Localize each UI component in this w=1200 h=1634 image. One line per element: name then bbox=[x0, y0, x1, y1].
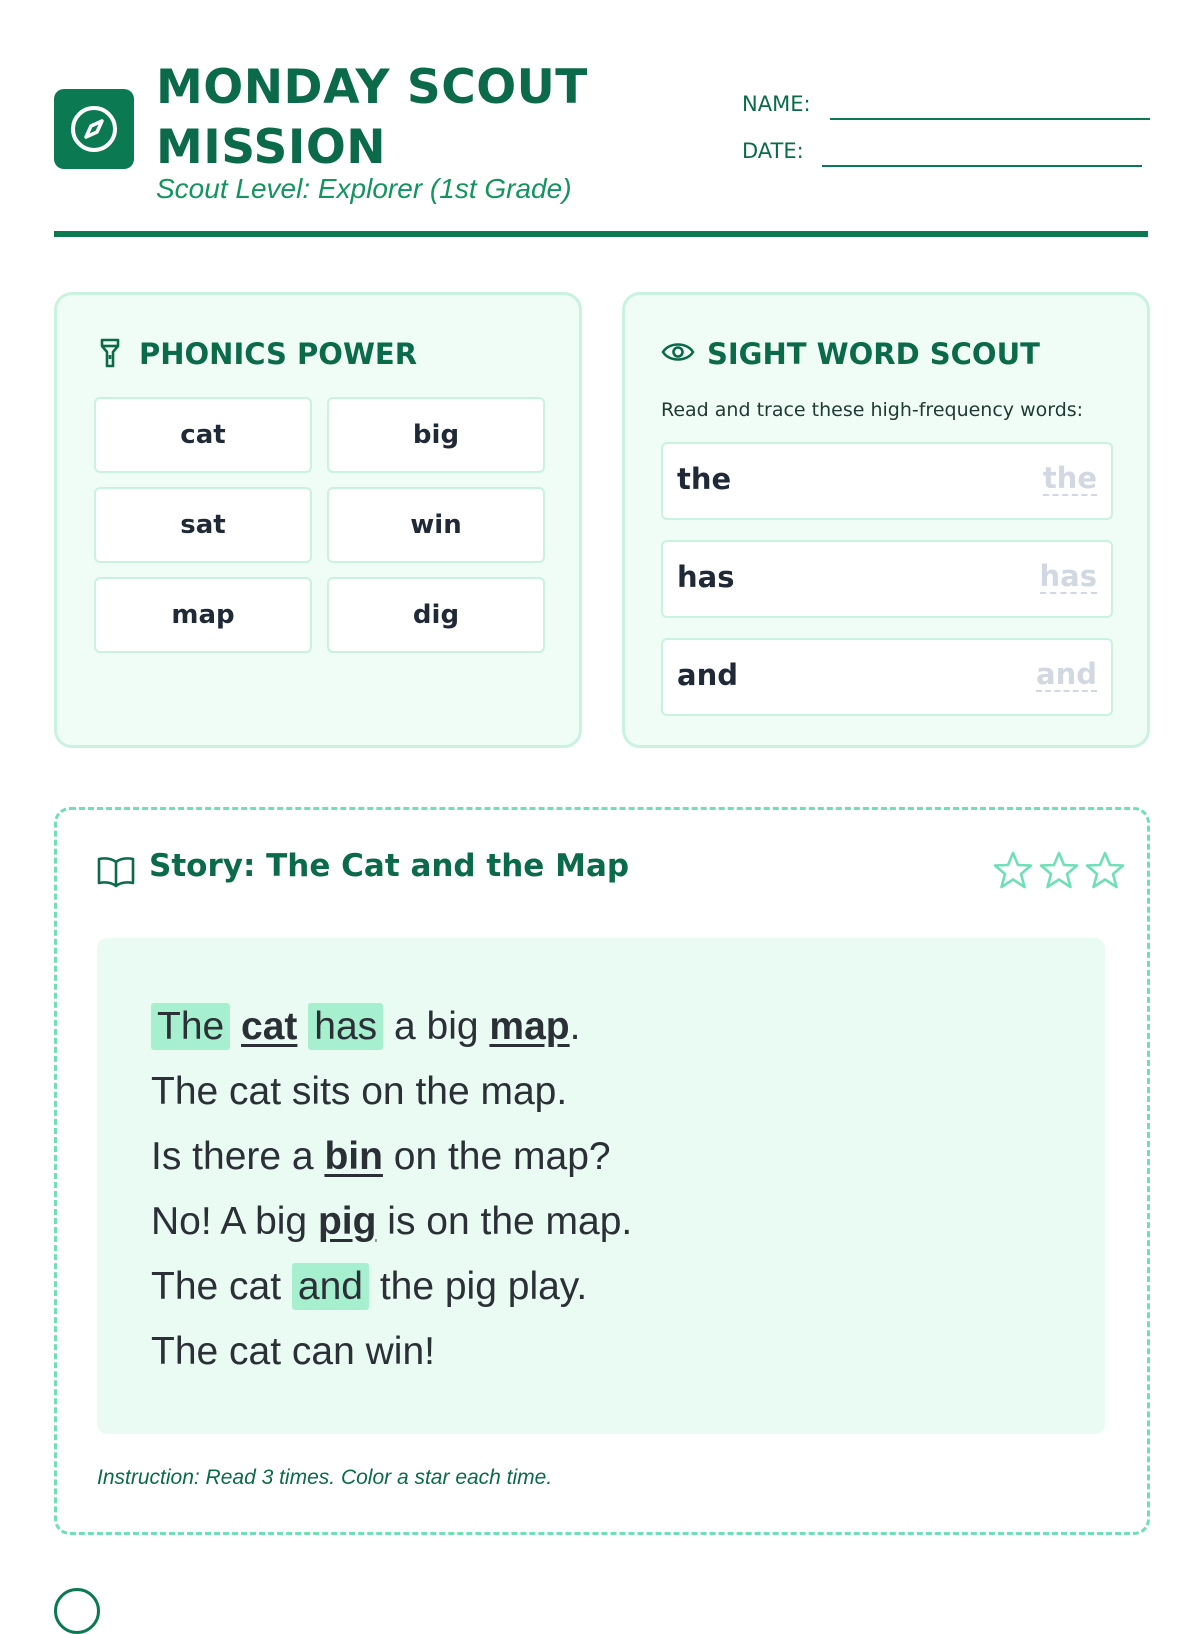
date-field[interactable] bbox=[822, 165, 1142, 167]
story-line bbox=[151, 1254, 632, 1319]
story-text: The cat bbox=[151, 1265, 292, 1308]
sight-word-highlight: and bbox=[292, 1263, 369, 1310]
name-label: NAME: bbox=[742, 92, 811, 116]
phonics-word: sat bbox=[94, 487, 312, 563]
sight-word-title: SIGHT WORD SCOUT bbox=[707, 337, 1040, 371]
story-text: is on the map. bbox=[376, 1200, 633, 1243]
phonics-word: cat bbox=[94, 397, 312, 473]
phonics-word: win bbox=[327, 487, 545, 563]
story-text bbox=[297, 1005, 308, 1048]
name-field[interactable] bbox=[830, 118, 1150, 120]
sight-word-scout-card bbox=[622, 292, 1150, 748]
story-text: No! A big bbox=[151, 1200, 318, 1243]
eye-icon bbox=[661, 339, 695, 365]
sight-word: the bbox=[677, 462, 732, 496]
sight-word-highlight: The bbox=[151, 1003, 230, 1050]
story-line bbox=[151, 1319, 632, 1384]
sight-word-trace[interactable]: the bbox=[1042, 461, 1097, 495]
sight-word-row bbox=[661, 442, 1113, 520]
star-icon[interactable] bbox=[1039, 850, 1079, 890]
next-section-icon bbox=[54, 1588, 100, 1634]
story-line bbox=[151, 1189, 632, 1254]
story-text: a big bbox=[383, 1005, 490, 1048]
story-text bbox=[230, 1005, 241, 1048]
sight-word-highlight: has bbox=[308, 1003, 383, 1050]
sight-word-trace[interactable]: and bbox=[1036, 657, 1097, 691]
star-icon[interactable] bbox=[993, 850, 1033, 890]
brand-badge bbox=[54, 89, 134, 169]
phonics-word: map bbox=[94, 577, 312, 653]
date-label: DATE: bbox=[742, 139, 804, 163]
phonics-word-emphasis: bin bbox=[324, 1135, 383, 1178]
story-text: the pig play. bbox=[368, 1265, 588, 1308]
phonics-word-emphasis: pig bbox=[317, 1200, 377, 1243]
phonics-word: big bbox=[327, 397, 545, 473]
reading-stars bbox=[993, 850, 1125, 890]
phonics-word-emphasis: cat bbox=[241, 1005, 298, 1048]
phonics-power-card bbox=[54, 292, 582, 748]
story-line bbox=[151, 1124, 632, 1189]
phonics-word: dig bbox=[327, 577, 545, 653]
story-text: on the map? bbox=[382, 1135, 611, 1178]
sight-word: has bbox=[677, 560, 735, 594]
sight-word-trace[interactable]: has bbox=[1039, 559, 1097, 593]
story-text: Is there a bbox=[151, 1135, 325, 1178]
header-divider bbox=[54, 231, 1148, 237]
scout-level-subtitle: Scout Level: Explorer (1st Grade) bbox=[156, 173, 572, 204]
story-text: The cat can win! bbox=[151, 1330, 435, 1373]
story-title: Story: The Cat and the Map bbox=[149, 848, 630, 884]
story-text: The cat sits on the map. bbox=[151, 1070, 568, 1113]
story-instruction: Instruction: Read 3 times. Color a star each time. bbox=[97, 1466, 553, 1489]
title-line-2: MISSION bbox=[156, 120, 387, 175]
sight-word-row bbox=[661, 540, 1113, 618]
sight-word: and bbox=[677, 658, 738, 692]
page-title bbox=[156, 58, 588, 178]
story-lines bbox=[151, 994, 632, 1384]
story-line bbox=[151, 1059, 632, 1124]
story-section bbox=[54, 807, 1150, 1535]
title-line-1: MONDAY SCOUT bbox=[156, 60, 588, 115]
flashlight-icon bbox=[97, 337, 123, 369]
book-open-icon bbox=[97, 856, 135, 888]
star-icon[interactable] bbox=[1085, 850, 1125, 890]
sight-word-intro: Read and trace these high-frequency words: bbox=[661, 399, 1084, 421]
story-text-panel bbox=[97, 938, 1105, 1434]
compass-icon bbox=[68, 103, 120, 155]
phonics-title: PHONICS POWER bbox=[139, 337, 418, 371]
story-line bbox=[151, 994, 632, 1059]
story-text: . bbox=[569, 1005, 581, 1048]
phonics-word-emphasis: map bbox=[489, 1005, 570, 1048]
sight-word-row bbox=[661, 638, 1113, 716]
